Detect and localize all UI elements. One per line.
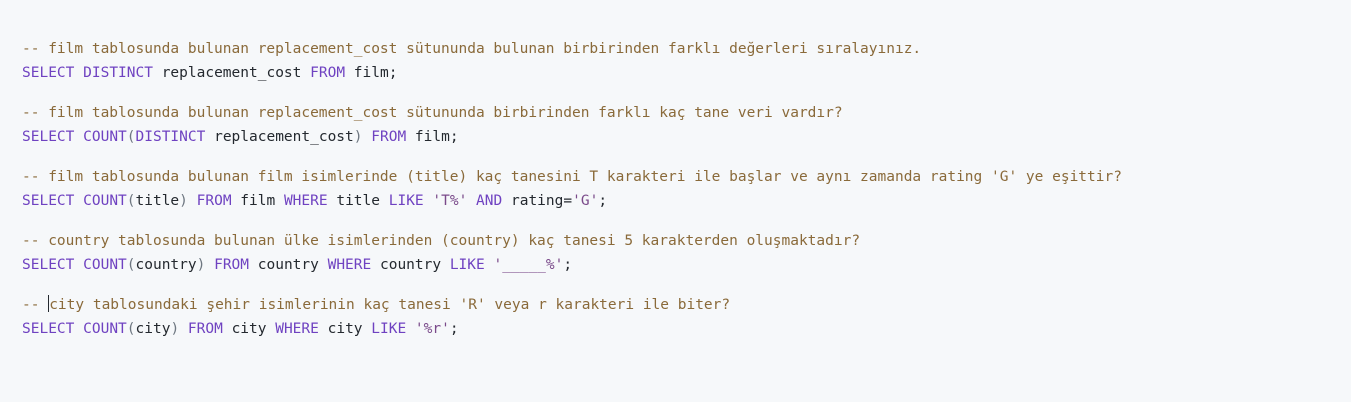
paren-open: ( (126, 257, 136, 273)
keyword-where: WHERE (283, 193, 328, 209)
paren-open: ( (126, 129, 136, 145)
column-name-rating: rating (510, 193, 564, 209)
table-name: city (231, 321, 267, 337)
column-name: replacement_cost (214, 129, 354, 145)
comment-prefix: -- (22, 297, 49, 313)
keyword-select: SELECT (22, 65, 75, 81)
column-name: replacement_cost (161, 65, 302, 81)
query-line[interactable] (22, 125, 1351, 149)
string-literal: 'G' (572, 193, 599, 209)
function-count: COUNT (83, 193, 127, 209)
count-argument: country (135, 257, 197, 273)
column-name: title (336, 193, 380, 209)
equals-operator: = (563, 193, 573, 209)
comment-line[interactable]: -- film tablosunda bulunan film isimlerinde (title) kaç tanesini T karakteri ile başlar ve aynı zamanda rating 'G' ye eşittir? (22, 169, 1122, 185)
table-name: country (257, 257, 319, 273)
comment-text: city tablosundaki şehir isimlerinin kaç tanesi 'R' veya r karakteri ile biter? (49, 297, 731, 313)
keyword-and: AND (476, 193, 503, 209)
comment-line[interactable]: -- country tablosunda bulunan ülke isimlerinden (country) kaç tanesi 5 karakterden oluşmaktadır? (22, 233, 861, 249)
code-block-1 (22, 37, 1351, 85)
keyword-like: LIKE (449, 257, 485, 273)
statement-end: ; (449, 129, 459, 145)
statement-end: ; (388, 65, 398, 81)
string-literal: 'T%' (432, 193, 468, 209)
comment-line[interactable]: -- film tablosunda bulunan replacement_cost sütununda bulunan birbirinden farklı değerleri sıralayınız. (22, 41, 922, 57)
function-count: COUNT (83, 321, 127, 337)
paren-open: ( (126, 193, 136, 209)
code-block-5 (22, 293, 1351, 341)
query-line[interactable] (22, 253, 1351, 277)
paren-close: ) (170, 321, 180, 337)
query-line[interactable] (22, 189, 1351, 213)
code-block-3 (22, 165, 1351, 213)
keyword-select: SELECT (22, 321, 75, 337)
keyword-like: LIKE (388, 193, 424, 209)
function-count: COUNT (83, 257, 127, 273)
paren-close: ) (196, 257, 206, 273)
statement-end: ; (598, 193, 608, 209)
keyword-distinct: DISTINCT (135, 129, 206, 145)
column-name: city (327, 321, 363, 337)
keyword-where: WHERE (275, 321, 319, 337)
keyword-select: SELECT (22, 257, 75, 273)
count-argument: title (135, 193, 180, 209)
statement-end: ; (563, 257, 573, 273)
code-block-4 (22, 229, 1351, 277)
paren-open: ( (126, 321, 136, 337)
statement-end: ; (449, 321, 459, 337)
keyword-from: FROM (371, 129, 407, 145)
keyword-select: SELECT (22, 193, 75, 209)
code-block-2 (22, 101, 1351, 149)
count-argument: city (135, 321, 171, 337)
function-count: COUNT (83, 129, 127, 145)
keyword-from: FROM (214, 257, 250, 273)
keyword-from: FROM (196, 193, 232, 209)
table-name: film (414, 129, 450, 145)
string-literal: '%r' (414, 321, 450, 337)
query-line[interactable] (22, 317, 1351, 341)
column-name: country (379, 257, 442, 273)
keyword-from: FROM (187, 321, 223, 337)
keyword-like: LIKE (371, 321, 407, 337)
table-name: film (353, 65, 389, 81)
keyword-from: FROM (310, 65, 346, 81)
keyword-where: WHERE (327, 257, 372, 273)
table-name: film (240, 193, 276, 209)
paren-close: ) (353, 129, 363, 145)
paren-close: ) (179, 193, 188, 209)
comment-line[interactable]: -- film tablosunda bulunan replacement_cost sütununda birbirinden farklı kaç tane veri vardır? (22, 105, 843, 121)
comment-line[interactable] (22, 293, 1351, 317)
query-line[interactable] (22, 61, 1351, 85)
string-literal: '_____%' (493, 257, 564, 273)
keyword-select: SELECT (22, 129, 75, 145)
keyword-distinct: DISTINCT (83, 65, 153, 81)
